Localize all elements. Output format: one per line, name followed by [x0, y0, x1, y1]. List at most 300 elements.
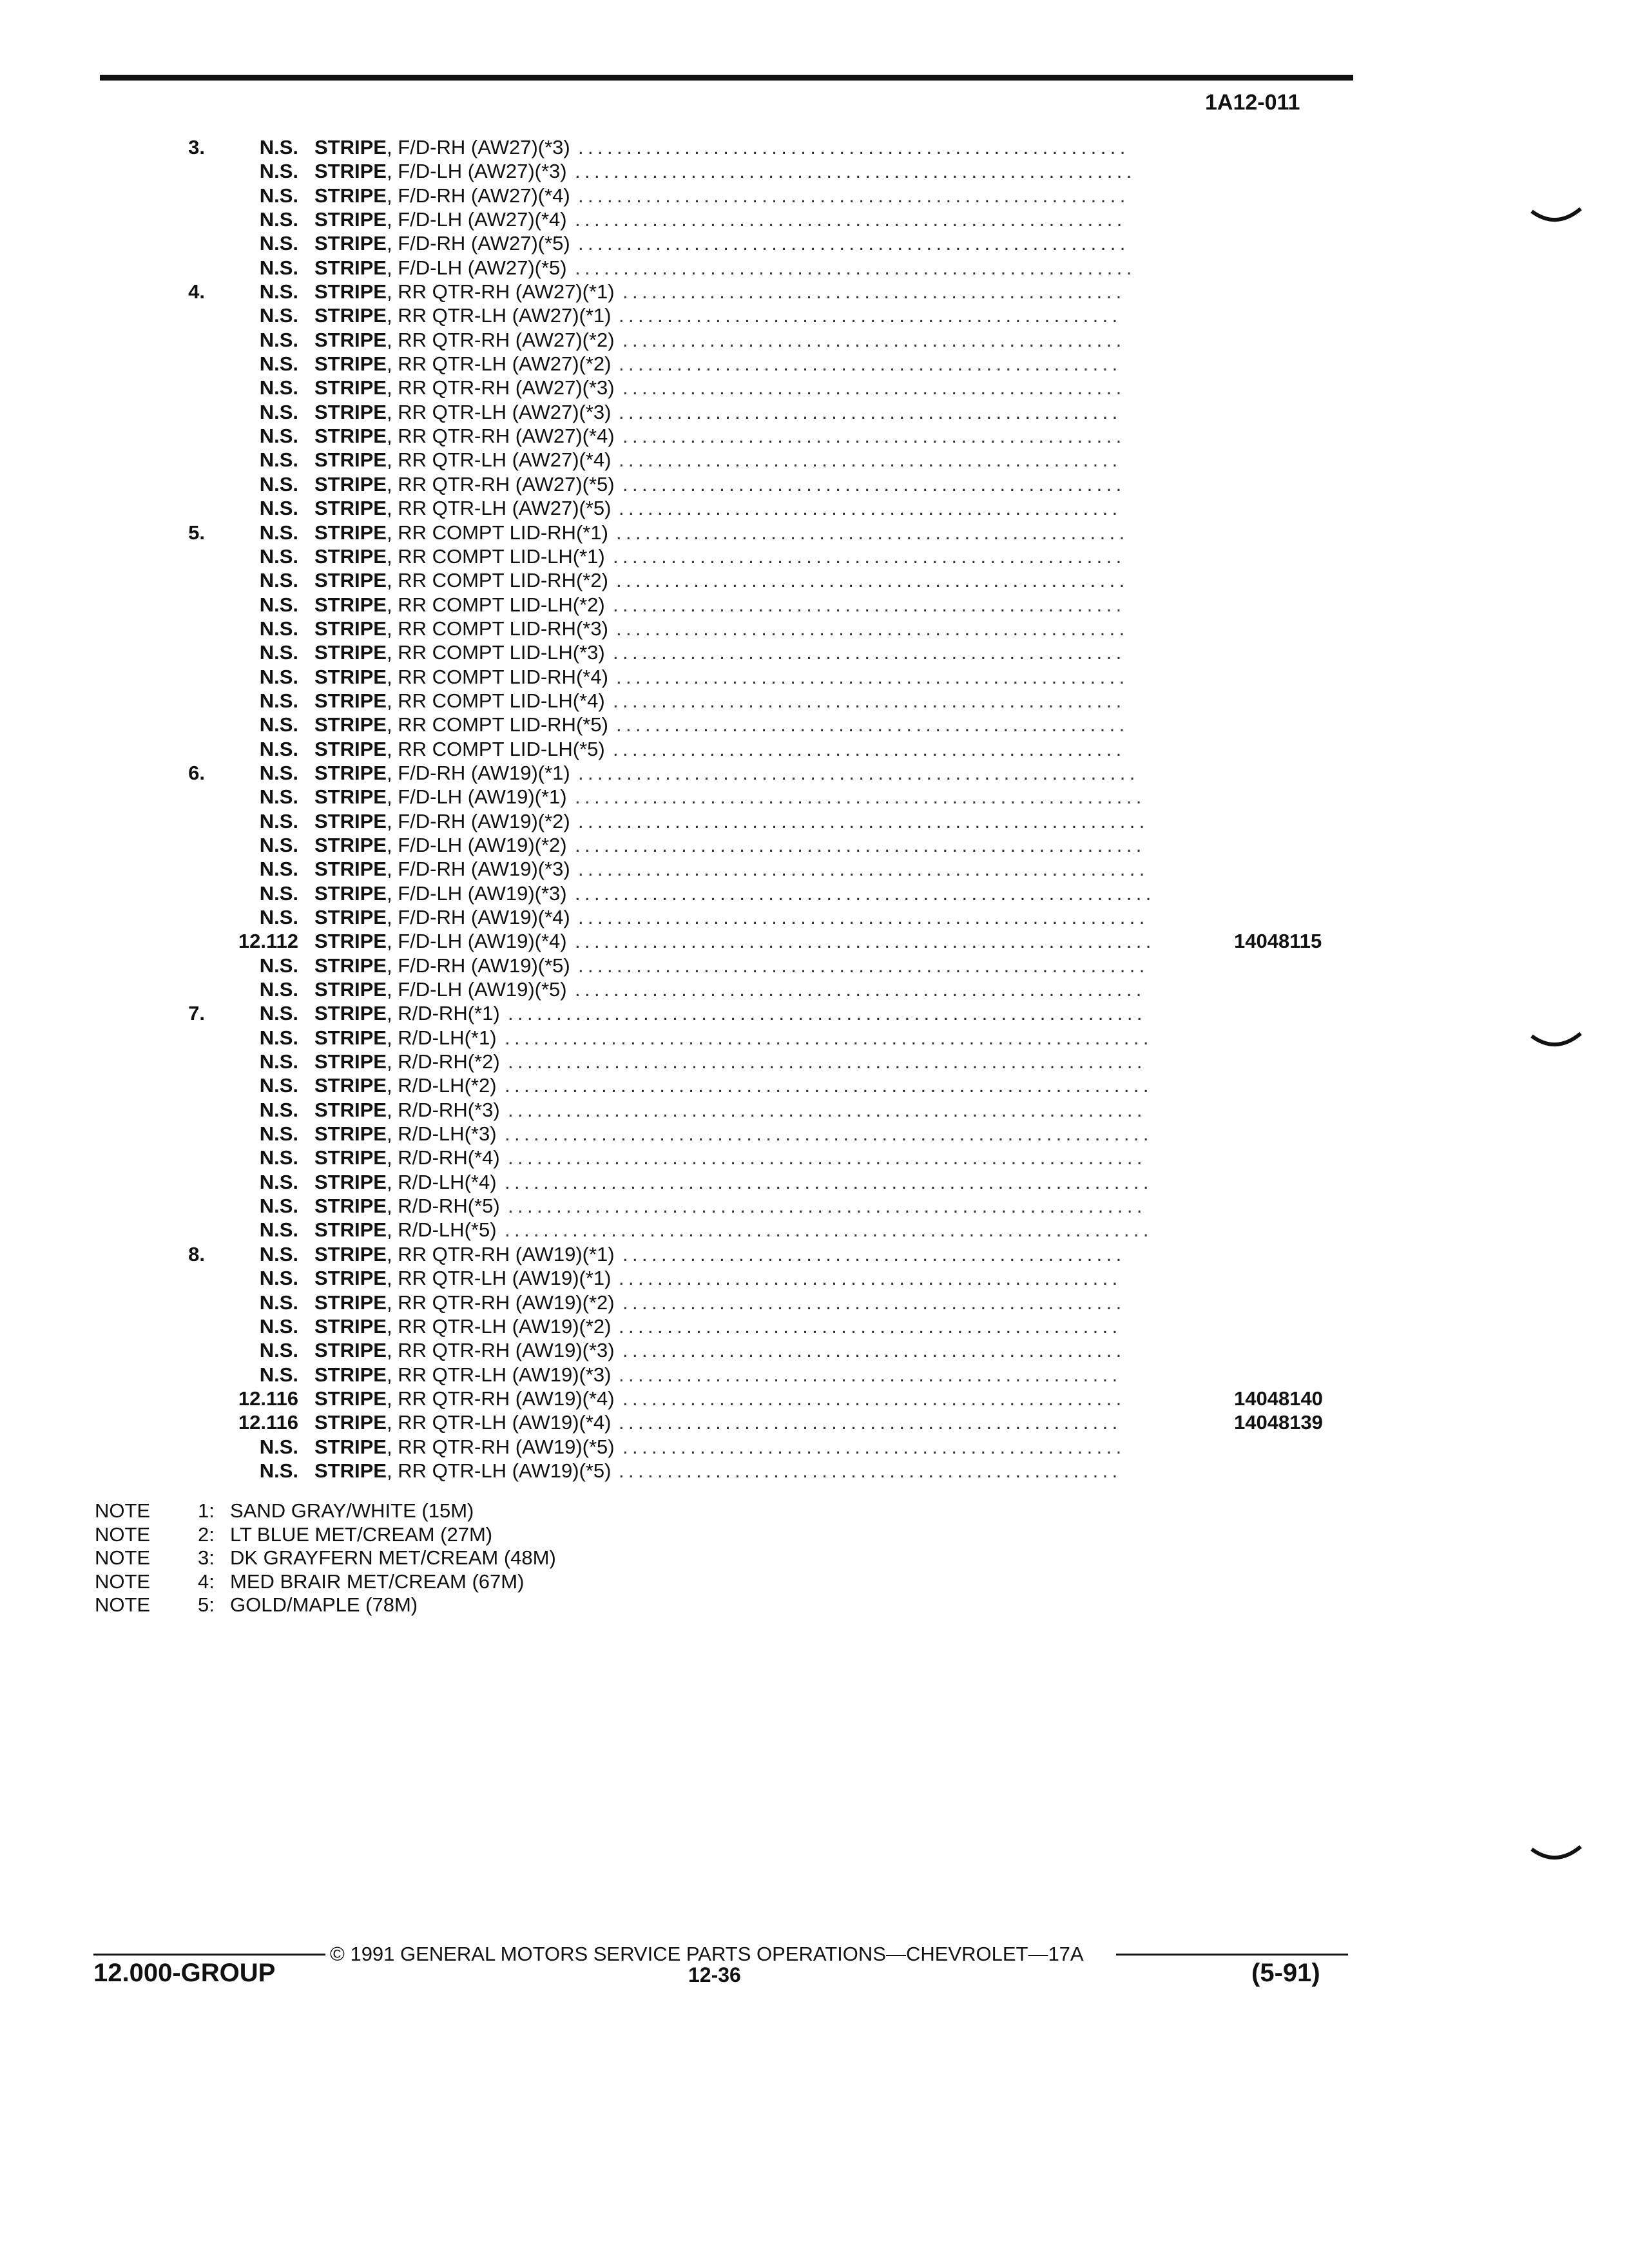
leader-dots: ..................................................................: [508, 1195, 1146, 1218]
part-name: STRIPE: [314, 1363, 387, 1386]
part-name: STRIPE: [314, 160, 387, 183]
leader-dots: .....................................................: [616, 665, 1129, 688]
part-row: [0, 954, 1629, 977]
part-description: , F/D-RH (AW19)(*3): [387, 858, 570, 881]
part-description: , F/D-RH (AW27)(*4): [387, 184, 570, 207]
part-description: , F/D-LH (AW19)(*3): [387, 881, 567, 905]
part-ref: N.S.: [259, 1098, 298, 1121]
note-text: LT BLUE MET/CREAM (27M): [230, 1523, 493, 1546]
part-name: STRIPE: [314, 881, 387, 905]
part-ref: N.S.: [259, 232, 298, 255]
part-name: STRIPE: [314, 1074, 387, 1097]
part-row: [0, 1170, 1629, 1194]
part-description: , RR COMPT LID-RH(*5): [387, 713, 608, 736]
part-description: , F/D-RH (AW19)(*1): [387, 761, 570, 784]
part-row: [0, 593, 1629, 617]
footer-rule-right: [1116, 1954, 1348, 1956]
leader-dots: ...................................................................: [505, 1170, 1153, 1193]
part-name: STRIPE: [314, 256, 387, 279]
group-label: 12.000-GROUP: [93, 1959, 276, 1987]
part-description: , R/D-LH(*1): [387, 1026, 497, 1049]
part-row: [0, 207, 1629, 231]
part-ref: N.S.: [259, 208, 298, 231]
part-name: STRIPE: [314, 593, 387, 616]
part-description: , F/D-LH (AW27)(*3): [387, 160, 567, 183]
part-name: STRIPE: [314, 208, 387, 231]
part-name: STRIPE: [314, 906, 387, 928]
part-name: STRIPE: [314, 689, 387, 712]
part-name: STRIPE: [314, 641, 387, 664]
part-name: STRIPE: [314, 665, 387, 688]
part-description: , RR COMPT LID-LH(*1): [387, 544, 605, 568]
part-description: , RR QTR-LH (AW27)(*4): [387, 448, 612, 472]
part-row: [0, 1026, 1629, 1050]
figure-number: 5.: [188, 521, 205, 544]
leader-dots: .....................................................: [616, 569, 1129, 592]
leader-dots: .....................................................: [616, 713, 1129, 736]
leader-dots: ....................................................: [622, 280, 1126, 303]
part-description: , R/D-RH(*2): [387, 1050, 500, 1073]
part-name: STRIPE: [314, 1459, 387, 1482]
leader-dots: .....................................................: [616, 521, 1129, 544]
note-label: NOTE: [95, 1499, 151, 1522]
part-name: STRIPE: [314, 954, 387, 977]
part-ref: N.S.: [259, 280, 298, 303]
part-ref: N.S.: [259, 1195, 298, 1218]
part-name: STRIPE: [314, 1050, 387, 1073]
page-number: 12-36: [688, 1963, 741, 1986]
part-row: [0, 1122, 1629, 1146]
note-row: [95, 1593, 556, 1617]
part-row: [0, 159, 1629, 183]
part-ref: N.S.: [259, 858, 298, 881]
part-name: STRIPE: [314, 497, 387, 520]
part-row: [0, 400, 1629, 424]
part-description: , R/D-RH(*5): [387, 1195, 500, 1218]
leader-dots: ...................................................................: [505, 1122, 1153, 1146]
part-row: [0, 1050, 1629, 1073]
part-row: [0, 1242, 1629, 1266]
part-name: STRIPE: [314, 304, 387, 327]
part-ref: N.S.: [259, 1170, 298, 1193]
part-ref: N.S.: [259, 1218, 298, 1242]
leader-dots: .....................................................: [613, 593, 1126, 616]
part-ref: N.S.: [259, 1050, 298, 1073]
leader-dots: .....................................................: [616, 617, 1129, 640]
part-row: [0, 905, 1629, 929]
part-ref: N.S.: [259, 1002, 298, 1025]
part-ref: N.S.: [259, 376, 298, 399]
part-ref: N.S.: [259, 1122, 298, 1146]
part-row: [0, 472, 1629, 496]
part-description: , RR QTR-LH (AW19)(*2): [387, 1314, 612, 1338]
binder-ring-mark-icon: [1530, 1843, 1582, 1869]
notes-section: [95, 1499, 556, 1617]
part-ref: N.S.: [259, 978, 298, 1001]
part-number: 14048115: [1234, 930, 1322, 953]
part-name: STRIPE: [314, 1195, 387, 1218]
part-row: [0, 256, 1629, 280]
leader-dots: ..........................................................: [578, 761, 1139, 784]
binder-ring-mark-icon: [1530, 205, 1582, 231]
part-description: , F/D-RH (AW27)(*3): [387, 136, 570, 159]
part-row: [0, 1363, 1629, 1387]
part-ref: N.S.: [259, 1363, 298, 1386]
part-name: STRIPE: [314, 761, 387, 784]
part-name: STRIPE: [314, 1314, 387, 1338]
part-ref: N.S.: [259, 713, 298, 736]
part-row: [0, 496, 1629, 520]
leader-dots: .........................................................: [578, 136, 1130, 159]
part-description: , F/D-LH (AW27)(*4): [387, 208, 567, 231]
part-row: [0, 857, 1629, 881]
part-name: STRIPE: [314, 280, 387, 303]
part-ref: N.S.: [259, 160, 298, 183]
note-text: SAND GRAY/WHITE (15M): [230, 1499, 474, 1522]
part-description: , RR QTR-RH (AW27)(*4): [387, 425, 615, 448]
leader-dots: ..................................................................: [508, 1002, 1146, 1025]
part-row: [0, 977, 1629, 1001]
part-name: STRIPE: [314, 376, 387, 399]
part-ref: N.S.: [259, 833, 298, 856]
part-ref: N.S.: [259, 1026, 298, 1049]
part-ref: N.S.: [259, 472, 298, 495]
part-description: , RR QTR-LH (AW19)(*4): [387, 1411, 612, 1434]
part-name: STRIPE: [314, 1267, 387, 1290]
part-name: STRIPE: [314, 737, 387, 760]
part-ref: N.S.: [259, 665, 298, 688]
part-name: STRIPE: [314, 1435, 387, 1458]
part-name: STRIPE: [314, 352, 387, 376]
part-description: , RR COMPT LID-LH(*4): [387, 689, 605, 712]
part-row: [0, 521, 1629, 544]
part-name: STRIPE: [314, 400, 387, 423]
part-description: , F/D-LH (AW19)(*2): [387, 833, 567, 856]
part-number: 14048140: [1234, 1387, 1323, 1410]
leader-dots: ....................................................: [622, 328, 1126, 351]
header-rule: [100, 75, 1353, 81]
part-description: , RR QTR-RH (AW27)(*5): [387, 472, 615, 495]
part-description: , RR COMPT LID-RH(*4): [387, 665, 608, 688]
leader-dots: ....................................................: [619, 400, 1122, 423]
part-name: STRIPE: [314, 978, 387, 1001]
part-ref: N.S.: [259, 521, 298, 544]
part-name: STRIPE: [314, 1242, 387, 1265]
leader-dots: ....................................................: [619, 1459, 1122, 1482]
note-number: 2:: [198, 1523, 215, 1546]
part-ref: N.S.: [259, 184, 298, 207]
note-row: [95, 1523, 556, 1547]
leader-dots: .....................................................: [613, 641, 1126, 664]
part-name: STRIPE: [314, 1218, 387, 1242]
leader-dots: ...........................................................: [578, 858, 1149, 881]
revision-date: (5-91): [1251, 1959, 1320, 1987]
leader-dots: ..................................................................: [508, 1050, 1146, 1073]
note-row: [95, 1546, 556, 1570]
part-name: STRIPE: [314, 1026, 387, 1049]
part-description: , RR QTR-LH (AW27)(*5): [387, 497, 612, 520]
leader-dots: ....................................................: [619, 352, 1122, 376]
part-name: STRIPE: [314, 472, 387, 495]
part-row: [0, 1314, 1629, 1338]
leader-dots: .....................................................: [613, 689, 1126, 712]
part-ref: N.S.: [259, 1459, 298, 1482]
part-row: [0, 1435, 1629, 1459]
leader-dots: ............................................................: [575, 930, 1155, 953]
note-number: 3:: [198, 1546, 215, 1569]
part-description: , F/D-LH (AW19)(*1): [387, 785, 567, 809]
leader-dots: ..........................................................: [575, 160, 1136, 183]
part-ref: N.S.: [259, 328, 298, 351]
part-name: STRIPE: [314, 809, 387, 832]
part-description: , RR QTR-RH (AW19)(*1): [387, 1242, 615, 1265]
part-row: [0, 1218, 1629, 1242]
part-description: , RR QTR-RH (AW19)(*5): [387, 1435, 615, 1458]
leader-dots: .........................................................: [578, 184, 1130, 207]
leader-dots: .........................................................: [575, 208, 1126, 231]
part-ref: N.S.: [259, 954, 298, 977]
part-ref: N.S.: [259, 785, 298, 809]
leader-dots: ....................................................: [622, 472, 1126, 495]
leader-dots: ...................................................................: [505, 1218, 1153, 1242]
part-description: , RR COMPT LID-RH(*3): [387, 617, 608, 640]
part-row: [0, 761, 1629, 785]
part-row: [0, 568, 1629, 592]
leader-dots: ...........................................................: [578, 809, 1149, 832]
part-row: [0, 135, 1629, 159]
part-row: [0, 617, 1629, 640]
part-ref: N.S.: [259, 569, 298, 592]
leader-dots: ....................................................: [619, 497, 1122, 520]
part-name: STRIPE: [314, 713, 387, 736]
part-ref: N.S.: [259, 256, 298, 279]
part-row: [0, 1459, 1629, 1483]
part-row: [0, 1194, 1629, 1218]
leader-dots: ............................................................: [575, 881, 1155, 905]
part-row: [0, 231, 1629, 255]
part-description: , RR QTR-RH (AW27)(*3): [387, 376, 615, 399]
part-row: [0, 737, 1629, 761]
part-description: , RR QTR-RH (AW27)(*2): [387, 328, 615, 351]
part-row: [0, 1073, 1629, 1097]
part-ref: N.S.: [259, 617, 298, 640]
note-text: MED BRAIR MET/CREAM (67M): [230, 1570, 525, 1593]
part-description: , RR COMPT LID-RH(*1): [387, 521, 608, 544]
part-ref: N.S.: [259, 1314, 298, 1338]
parts-list: [0, 135, 1629, 1483]
part-name: STRIPE: [314, 833, 387, 856]
part-description: , RR QTR-RH (AW27)(*1): [387, 280, 615, 303]
part-ref: N.S.: [259, 809, 298, 832]
part-description: , R/D-RH(*4): [387, 1146, 500, 1169]
part-ref: N.S.: [259, 761, 298, 784]
leader-dots: ...........................................................: [578, 906, 1149, 928]
part-row: [0, 809, 1629, 833]
binder-ring-mark-icon: [1530, 1030, 1582, 1055]
leader-dots: ....................................................: [619, 1363, 1122, 1386]
part-description: , RR QTR-LH (AW27)(*2): [387, 352, 612, 376]
part-ref: N.S.: [259, 1242, 298, 1265]
part-name: STRIPE: [314, 136, 387, 159]
leader-dots: ....................................................: [619, 1267, 1122, 1290]
part-row: [0, 640, 1629, 664]
part-row: [0, 352, 1629, 376]
part-ref: N.S.: [259, 400, 298, 423]
part-row: [0, 713, 1629, 736]
part-description: , RR COMPT LID-LH(*2): [387, 593, 605, 616]
part-description: , RR COMPT LID-LH(*5): [387, 737, 605, 760]
leader-dots: ....................................................: [619, 1314, 1122, 1338]
part-name: STRIPE: [314, 569, 387, 592]
part-name: STRIPE: [314, 1339, 387, 1362]
part-ref: N.S.: [259, 1435, 298, 1458]
part-row: [0, 665, 1629, 689]
part-description: , RR QTR-RH (AW19)(*3): [387, 1339, 615, 1362]
part-description: , RR QTR-RH (AW19)(*4): [387, 1387, 615, 1410]
leader-dots: ....................................................: [622, 425, 1126, 448]
part-description: , R/D-RH(*1): [387, 1002, 500, 1025]
note-number: 4:: [198, 1570, 215, 1593]
leader-dots: ....................................................: [622, 1242, 1126, 1265]
leader-dots: ...........................................................: [575, 833, 1146, 856]
part-description: , F/D-RH (AW19)(*4): [387, 906, 570, 928]
part-row: [0, 1098, 1629, 1122]
part-row: [0, 1338, 1629, 1362]
part-name: STRIPE: [314, 1170, 387, 1193]
note-label: NOTE: [95, 1523, 151, 1546]
part-ref: 12.116: [238, 1411, 298, 1434]
page-id: 1A12-011: [1205, 90, 1300, 115]
part-row: [0, 280, 1629, 303]
part-description: , R/D-LH(*4): [387, 1170, 497, 1193]
part-row: [0, 328, 1629, 352]
part-ref: N.S.: [259, 352, 298, 376]
part-row: [0, 929, 1629, 953]
part-description: , RR COMPT LID-RH(*2): [387, 569, 608, 592]
leader-dots: ....................................................: [619, 448, 1122, 472]
part-row: [0, 376, 1629, 399]
part-ref: N.S.: [259, 1146, 298, 1169]
part-description: , RR QTR-LH (AW19)(*3): [387, 1363, 612, 1386]
part-row: [0, 1387, 1629, 1410]
part-ref: N.S.: [259, 1339, 298, 1362]
part-row: [0, 1291, 1629, 1314]
leader-dots: ....................................................: [622, 1291, 1126, 1314]
footer-rule-left: [93, 1954, 325, 1956]
part-ref: 12.112: [238, 930, 298, 953]
part-name: STRIPE: [314, 448, 387, 472]
leader-dots: ....................................................: [622, 1387, 1126, 1410]
figure-number: 6.: [188, 761, 205, 784]
part-row: [0, 1146, 1629, 1169]
part-name: STRIPE: [314, 1291, 387, 1314]
part-name: STRIPE: [314, 785, 387, 809]
leader-dots: ....................................................: [622, 376, 1126, 399]
part-ref: N.S.: [259, 689, 298, 712]
leader-dots: ....................................................: [619, 1411, 1122, 1434]
part-name: STRIPE: [314, 521, 387, 544]
copyright-line: © 1991 GENERAL MOTORS SERVICE PARTS OPERATIONS—CHEVROLET—17A: [330, 1943, 1084, 1965]
part-row: [0, 1001, 1629, 1025]
note-label: NOTE: [95, 1546, 151, 1569]
part-name: STRIPE: [314, 858, 387, 881]
leader-dots: .....................................................: [613, 544, 1126, 568]
part-ref: N.S.: [259, 136, 298, 159]
part-row: [0, 785, 1629, 809]
figure-number: 3.: [188, 136, 205, 159]
part-description: , R/D-LH(*2): [387, 1074, 497, 1097]
part-row: [0, 1266, 1629, 1290]
leader-dots: ...........................................................: [578, 954, 1149, 977]
part-description: , RR COMPT LID-LH(*3): [387, 641, 605, 664]
part-ref: N.S.: [259, 448, 298, 472]
part-name: STRIPE: [314, 232, 387, 255]
part-row: [0, 689, 1629, 713]
part-description: , RR QTR-LH (AW27)(*1): [387, 304, 612, 327]
note-text: DK GRAYFERN MET/CREAM (48M): [230, 1546, 556, 1569]
part-ref: N.S.: [259, 1291, 298, 1314]
figure-number: 4.: [188, 280, 205, 303]
part-description: , F/D-RH (AW27)(*5): [387, 232, 570, 255]
part-description: , RR QTR-RH (AW19)(*2): [387, 1291, 615, 1314]
part-description: , R/D-RH(*3): [387, 1098, 500, 1121]
part-description: , RR QTR-LH (AW27)(*3): [387, 400, 612, 423]
part-number: 14048139: [1234, 1411, 1323, 1434]
part-description: , F/D-RH (AW19)(*5): [387, 954, 570, 977]
part-description: , RR QTR-LH (AW19)(*1): [387, 1267, 612, 1290]
part-row: [0, 1410, 1629, 1434]
part-name: STRIPE: [314, 617, 387, 640]
note-label: NOTE: [95, 1593, 151, 1616]
leader-dots: ...........................................................: [575, 785, 1146, 809]
part-description: , F/D-LH (AW19)(*5): [387, 978, 567, 1001]
leader-dots: ..................................................................: [508, 1146, 1146, 1169]
part-name: STRIPE: [314, 544, 387, 568]
part-row: [0, 833, 1629, 857]
part-name: STRIPE: [314, 425, 387, 448]
part-ref: 12.116: [238, 1387, 298, 1410]
part-row: [0, 544, 1629, 568]
leader-dots: ....................................................: [622, 1435, 1126, 1458]
part-row: [0, 881, 1629, 905]
part-ref: N.S.: [259, 1267, 298, 1290]
figure-number: 8.: [188, 1242, 205, 1265]
part-row: [0, 184, 1629, 207]
figure-number: 7.: [188, 1002, 205, 1025]
part-name: STRIPE: [314, 184, 387, 207]
note-row: [95, 1570, 556, 1594]
part-ref: N.S.: [259, 881, 298, 905]
part-ref: N.S.: [259, 497, 298, 520]
part-ref: N.S.: [259, 304, 298, 327]
leader-dots: ....................................................: [622, 1339, 1126, 1362]
part-name: STRIPE: [314, 1098, 387, 1121]
part-name: STRIPE: [314, 1122, 387, 1146]
leader-dots: .....................................................: [613, 737, 1126, 760]
leader-dots: ..........................................................: [575, 256, 1136, 279]
part-description: , R/D-LH(*5): [387, 1218, 497, 1242]
part-description: , RR QTR-LH (AW19)(*5): [387, 1459, 612, 1482]
part-name: STRIPE: [314, 1411, 387, 1434]
note-row: [95, 1499, 556, 1523]
note-number: 1:: [198, 1499, 215, 1522]
leader-dots: .........................................................: [578, 232, 1130, 255]
leader-dots: ...................................................................: [505, 1074, 1153, 1097]
note-label: NOTE: [95, 1570, 151, 1593]
part-ref: N.S.: [259, 593, 298, 616]
part-ref: N.S.: [259, 425, 298, 448]
note-number: 5:: [198, 1593, 215, 1616]
